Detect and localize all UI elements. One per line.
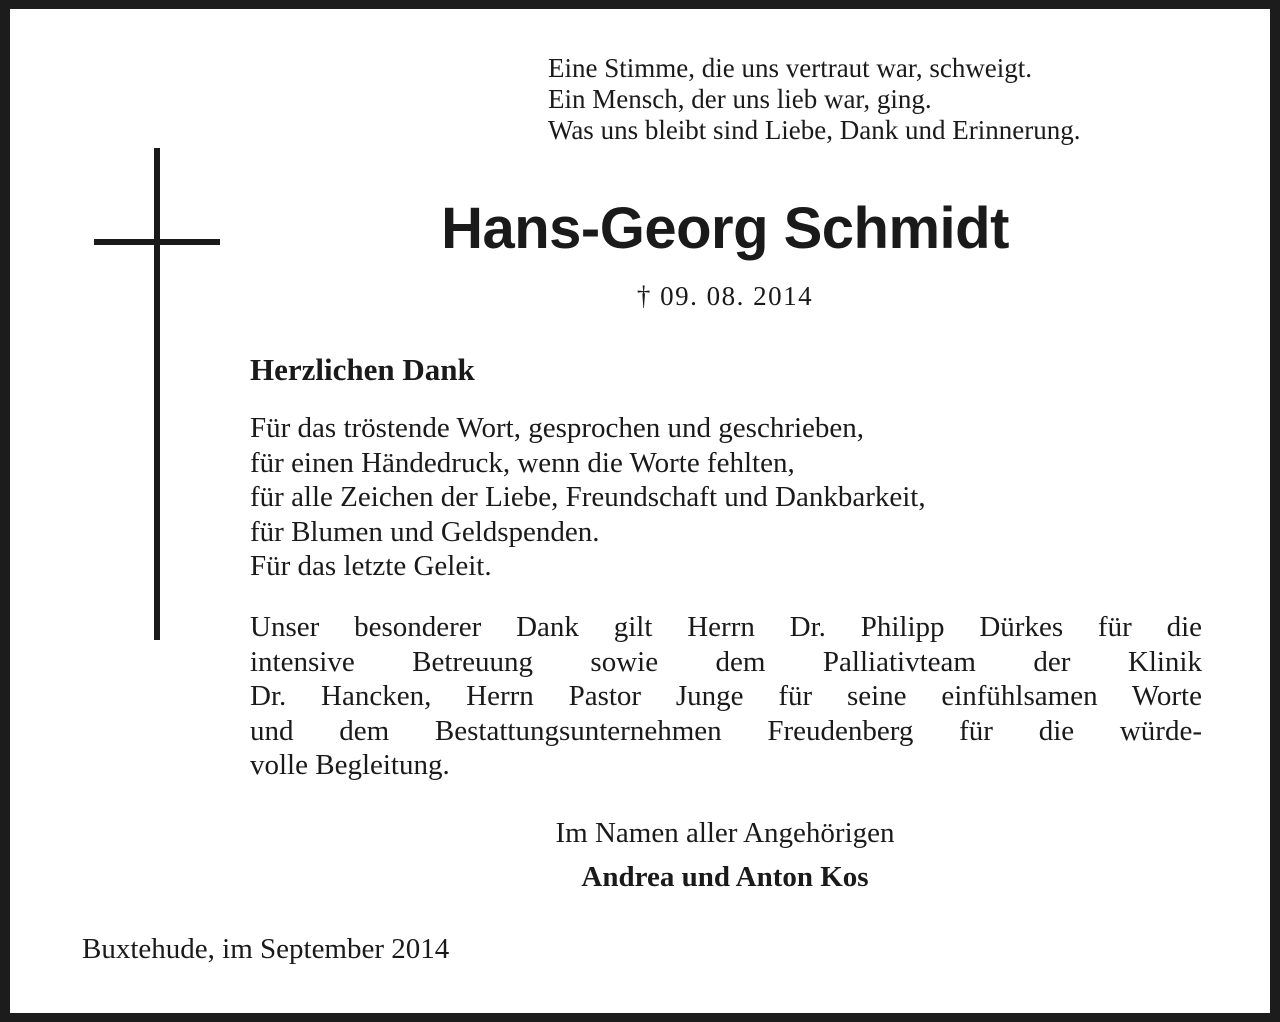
- place-and-date: Buxtehude, im September 2014: [82, 933, 450, 965]
- thanks-text: [250, 411, 926, 584]
- thanks-line: für einen Händedruck, wenn die Worte fehlten,: [250, 446, 795, 479]
- poem-line: Was uns bleibt sind Liebe, Dank und Erinnerung.: [548, 115, 1081, 145]
- cross-horizontal-bar: [94, 239, 220, 245]
- special-thanks-line: volle Begleitung.: [250, 749, 450, 781]
- special-thanks-line: Unser besonderer Dank gilt Herrn Dr. Philipp Dürkes für die: [250, 611, 1202, 643]
- closing-text: Im Namen aller Angehörigen: [555, 817, 895, 849]
- thanks-heading: Herzlichen Dank: [250, 352, 475, 387]
- special-thanks-line: intensive Betreuung sowie dem Palliativteam der Klinik: [250, 645, 1202, 678]
- thanks-line: für alle Zeichen der Liebe, Freundschaft und Dankbarkeit,: [250, 481, 926, 513]
- thanks-line: Für das letzte Geleit.: [250, 550, 492, 582]
- memorial-poem: [548, 53, 1080, 146]
- special-thanks-line: Dr. Hancken, Herrn Pastor Junge für seine einfühlsamen Worte: [250, 680, 1202, 712]
- deceased-name: Hans-Georg Schmidt: [441, 196, 1009, 261]
- death-date: † 09. 08. 2014: [636, 281, 814, 311]
- thanks-line: Für das tröstende Wort, gesprochen und geschrieben,: [250, 412, 865, 444]
- special-thanks-line: und dem Bestattungsunternehmen Freudenberg für die würde-: [250, 714, 1202, 747]
- signers: Andrea und Anton Kos: [581, 861, 869, 893]
- special-thanks-paragraph: [250, 610, 1202, 783]
- poem-line: Eine Stimme, die uns vertraut war, schweigt.: [548, 53, 1033, 83]
- thanks-line: für Blumen und Geldspenden.: [250, 515, 600, 548]
- cross-vertical-bar: [154, 148, 160, 640]
- poem-line: Ein Mensch, der uns lieb war, ging.: [548, 84, 932, 114]
